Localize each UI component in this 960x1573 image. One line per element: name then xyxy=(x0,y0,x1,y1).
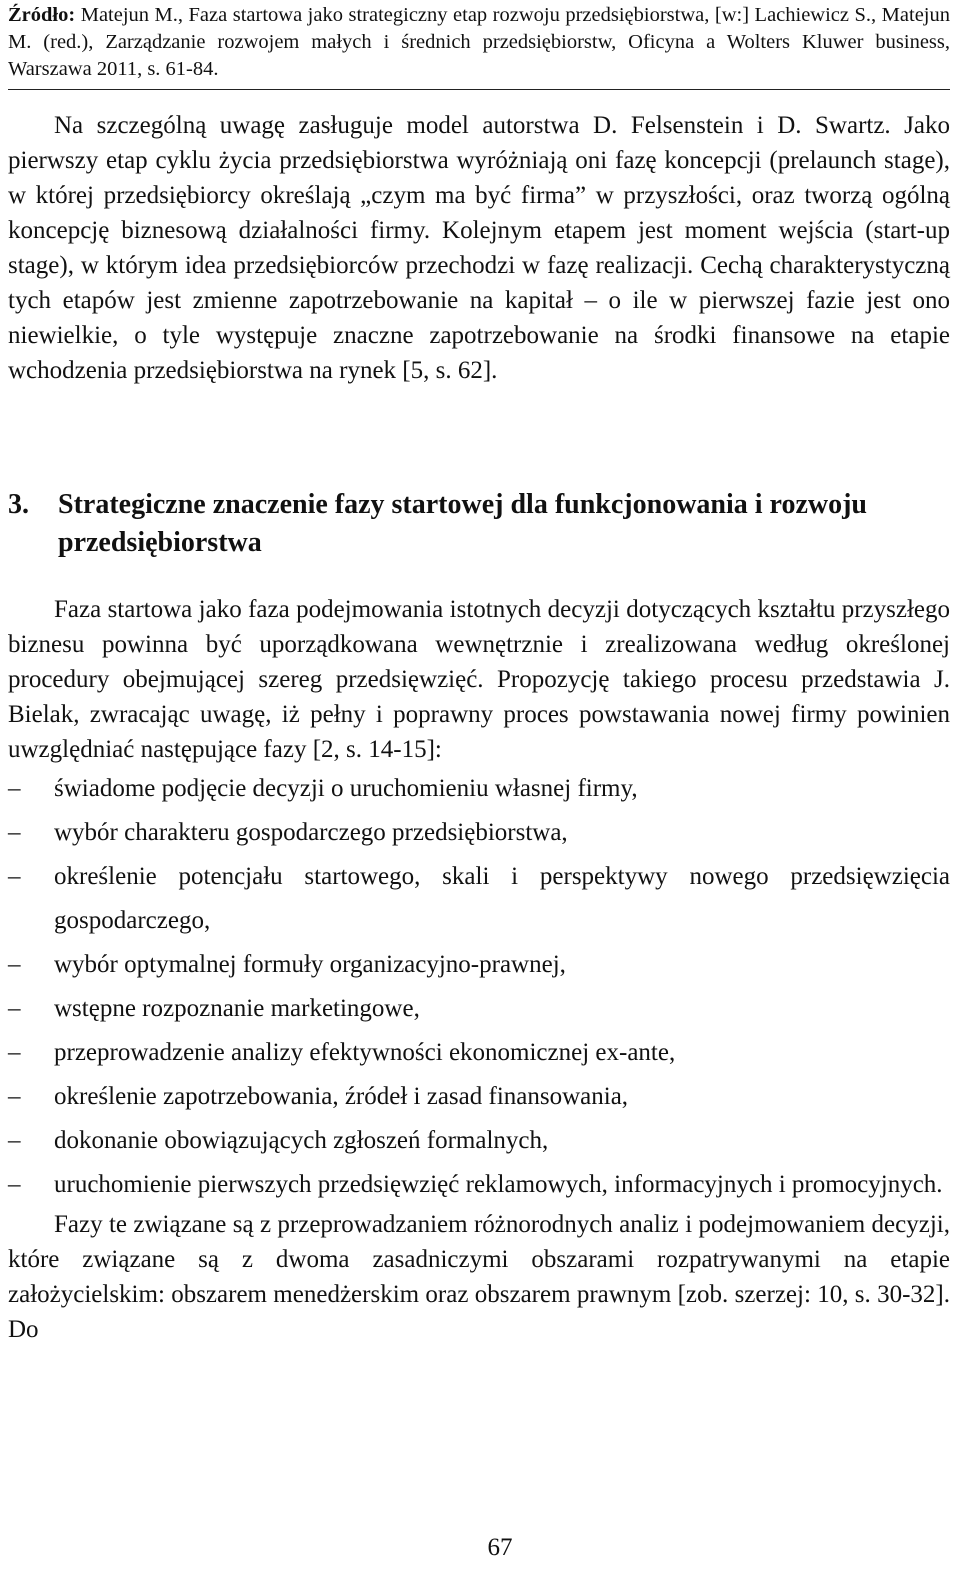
list-item-text: dokonanie obowiązujących zgłoszeń formalnych, xyxy=(54,1127,549,1154)
document-page xyxy=(8,0,950,1347)
paragraph-start-phase: Faza startowa jako faza podejmowania istotnych decyzji dotyczących kształtu przyszłego biznesu powinna być uporządkowana wewnętrznie i zrealizowana według określonej procedury obejmującej szereg przedsięwzięć. Propozycję takiego procesu przedstawia J. Bielak, zwracając uwagę, iż pełny i poprawny proces powstawania nowej firmy powinien uwzględniać następujące fazy [2, s. 14-15]: xyxy=(8,596,950,763)
list-item-text: wstępne rozpoznanie marketingowe, xyxy=(54,995,420,1022)
page-number: 67 xyxy=(487,1534,513,1561)
list-item-text: określenie potencjału startowego, skali i perspektywy nowego przedsięwzięcia gospodarczego, xyxy=(54,863,950,934)
dash-marker: – xyxy=(8,819,21,846)
list-item xyxy=(8,1119,950,1163)
dash-marker: – xyxy=(8,1039,21,1066)
list-item xyxy=(8,811,950,855)
dash-marker: – xyxy=(8,995,21,1022)
dash-marker: – xyxy=(8,951,21,978)
list-item-text: świadome podjęcie decyzji o uruchomieniu własnej firmy, xyxy=(54,775,638,802)
list-item xyxy=(8,767,950,811)
list-item-text: uruchomienie pierwszych przedsięwzięć reklamowych, informacyjnych i promocyjnych. xyxy=(54,1171,943,1198)
section-number: 3. xyxy=(8,489,29,520)
list-item xyxy=(8,1075,950,1119)
source-label: Źródło: xyxy=(8,4,76,26)
source-text: Matejun M., Faza startowa jako strategiczny etap rozwoju przedsiębiorstwa, [w:] Lachiewicz S., Matejun M. (red.), Zarządzanie rozwojem małych i średnich przedsiębiorstw, Oficyna a Wolters Kluwer business, Warszawa 2011, s. 61-84. xyxy=(8,4,950,80)
list-item-text: określenie zapotrzebowania, źródeł i zasad finansowania, xyxy=(54,1083,629,1110)
list-item-text: przeprowadzenie analizy efektywności ekonomicznej ex-ante, xyxy=(54,1039,676,1066)
dash-marker: – xyxy=(8,863,21,890)
paragraph-analysis-areas: Fazy te związane są z przeprowadzaniem różnorodnych analiz i podejmowaniem decyzji, które związane są z dwoma zasadniczymi obszarami rozpatrywanymi na etapie założycielskim: obszarem menedżerskim oraz obszarem prawnym [zob. szerzej: 10, s. 30-32]. Do xyxy=(8,1211,950,1343)
list-item xyxy=(8,1031,950,1075)
source-note xyxy=(8,0,950,90)
paragraph-felsenstein-model: Na szczególną uwagę zasługuje model autorstwa D. Felsenstein i D. Swartz. Jako pierwszy etap cyklu życia przedsiębiorstwa wyróżniają oni fazę koncepcji (prelaunch stage), w której przedsiębiorcy określają „czym ma być firma” w przyszłości, oraz tworzą ogólną koncepcję biznesową działalności firmy. Kolejnym etapem jest moment wejścia (start-up stage), w którym idea przedsiębiorców przechodzi w fazę realizacji. Cechą charakterystyczną tych etapów jest zmienne zapotrzebowanie na kapitał – o ile w pierwszej fazie jest ono niewielkie, o tyle występuje znaczne zapotrzebowanie na środki finansowe na etapie wchodzenia przedsiębiorstwa na rynek [5, s. 62]. xyxy=(8,112,950,384)
list-item-text: wybór charakteru gospodarczego przedsiębiorstwa, xyxy=(54,819,568,846)
phase-list xyxy=(8,767,950,1207)
section-heading xyxy=(8,486,950,562)
dash-marker: – xyxy=(8,1083,21,1110)
list-item xyxy=(8,855,950,943)
list-item-text: wybór optymalnej formuły organizacyjno-prawnej, xyxy=(54,951,566,978)
list-item xyxy=(8,943,950,987)
list-item xyxy=(8,1163,950,1207)
dash-marker: – xyxy=(8,1171,21,1198)
list-item xyxy=(8,987,950,1031)
section-title: Strategiczne znaczenie fazy startowej dla funkcjonowania i rozwoju przedsiębiorstwa xyxy=(58,489,868,558)
dash-marker: – xyxy=(8,775,21,802)
dash-marker: – xyxy=(8,1127,21,1154)
